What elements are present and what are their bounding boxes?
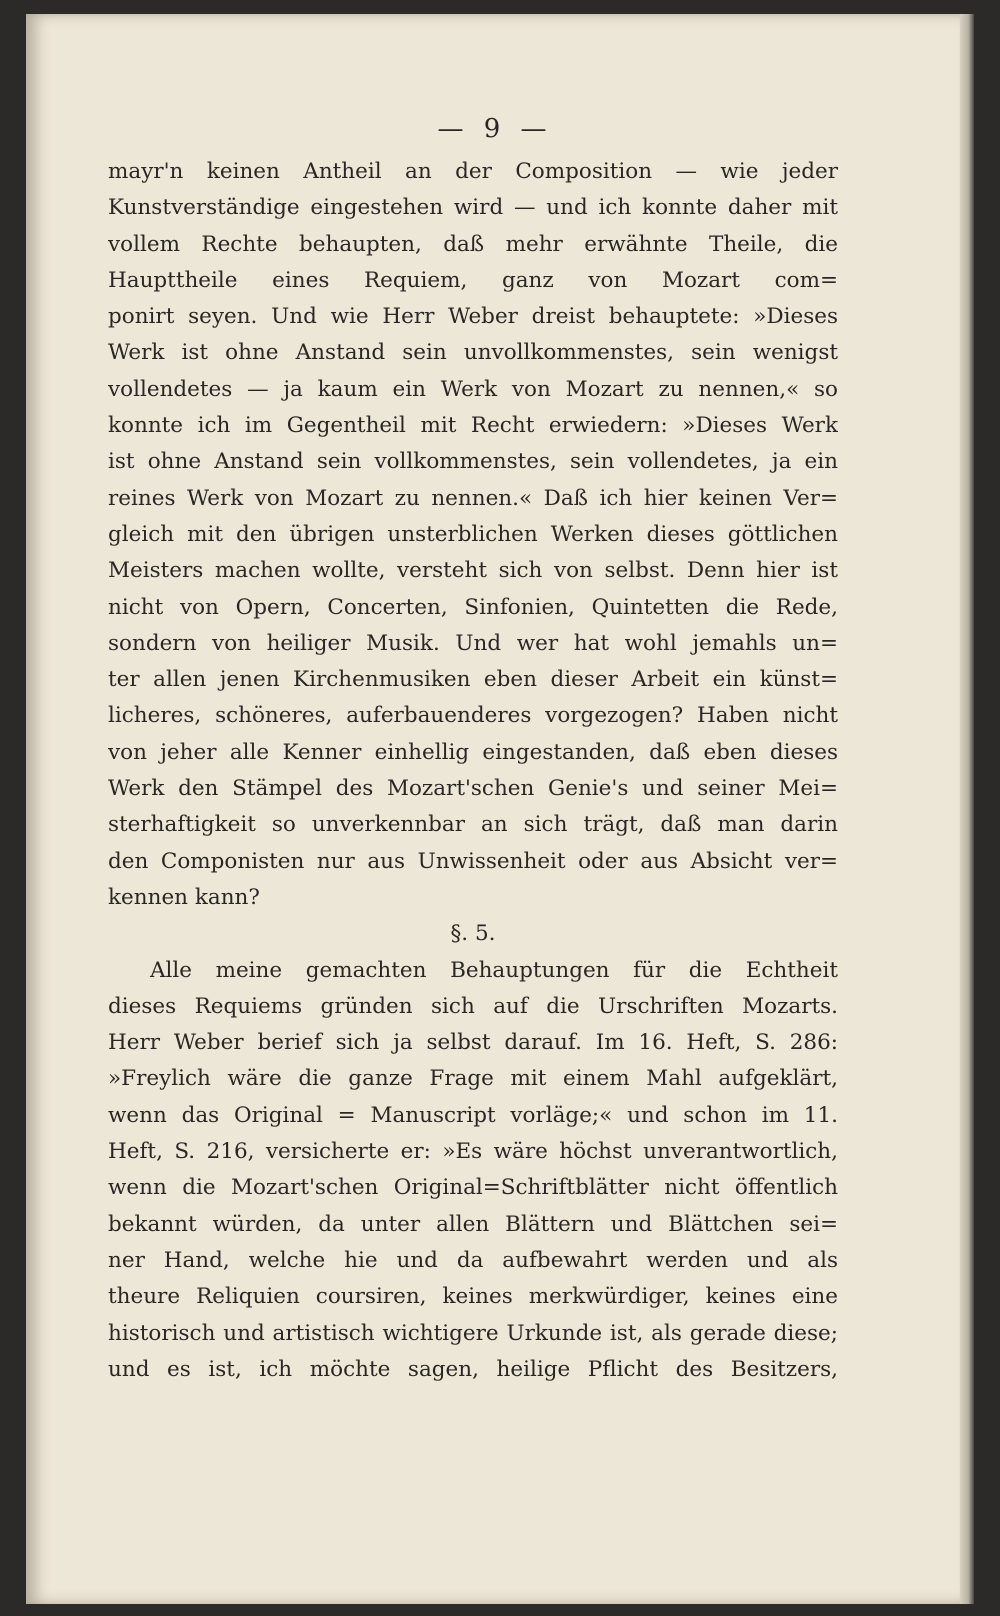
text-line: und es ist, ich möchte sagen, heilige Pflicht des Besitzers, bbox=[108, 1356, 838, 1382]
text-line: Kunstverständige eingestehen wird — und ich konnte daher mit bbox=[108, 195, 838, 221]
text-line: Alle meine gemachten Behauptungen für die Echtheit bbox=[150, 957, 838, 983]
text-line: theure Reliquien coursiren, keines merkwürdiger, keines eine bbox=[108, 1284, 838, 1310]
text-line: den Componisten nur aus Unwissenheit oder aus Absicht ver= bbox=[108, 848, 838, 874]
text-line: sondern von heiliger Musik. Und wer hat wohl jemahls un= bbox=[108, 630, 838, 656]
text-line: Haupttheile eines Requiem, ganz von Mozart com= bbox=[108, 267, 838, 293]
text-line: dieses Requiems gründen sich auf die Urschriften Mozarts. bbox=[108, 993, 838, 1019]
text-line: historisch und artistisch wichtigere Urkunde ist, als gerade diese; bbox=[108, 1320, 838, 1346]
page-edge bbox=[960, 14, 974, 1604]
text-line: vollendetes — ja kaum ein Werk von Mozart zu nennen,« so bbox=[108, 376, 838, 402]
text-line: reines Werk von Mozart zu nennen.« Daß ich hier keinen Ver= bbox=[108, 485, 838, 511]
text-line: Herr Weber berief sich ja selbst darauf. Im 16. Heft, S. 286: bbox=[108, 1030, 838, 1056]
text-line: von jeher alle Kenner einhellig eingestanden, daß eben dieses bbox=[108, 739, 838, 765]
page-body-text bbox=[108, 154, 838, 1388]
text-line: sterhaftigkeit so unverkennbar an sich trägt, daß man darin bbox=[108, 812, 838, 838]
text-line: nicht von Opern, Concerten, Sinfonien, Quintetten die Rede, bbox=[108, 594, 838, 620]
text-line: Werk ist ohne Anstand sein unvollkommenstes, sein wenigst bbox=[108, 340, 838, 366]
text-line: kennen kann? bbox=[108, 884, 260, 910]
text-line: mayr'n keinen Antheil an der Composition — wie jeder bbox=[108, 159, 838, 184]
text-line: vollem Rechte behaupten, daß mehr erwähnte Theile, die bbox=[108, 231, 838, 257]
text-line: ner Hand, welche hie und da aufbewahrt werden und als bbox=[108, 1247, 838, 1273]
text-line: wenn die Mozart'schen Original=Schriftblätter nicht öffentlich bbox=[108, 1175, 838, 1201]
section-heading: §. 5. bbox=[450, 921, 496, 947]
text-line: bekannt würden, da unter allen Blättern und Blättchen sei= bbox=[108, 1211, 838, 1237]
text-line: Meisters machen wollte, versteht sich von selbst. Denn hier ist bbox=[108, 558, 838, 584]
text-line: gleich mit den übrigen unsterblichen Werken dieses göttlichen bbox=[108, 521, 838, 547]
text-line: ter allen jenen Kirchenmusiken eben dieser Arbeit ein künst= bbox=[108, 667, 838, 693]
book-page bbox=[26, 14, 964, 1604]
text-line: wenn das Original = Manuscript vorläge;« und schon im 11. bbox=[108, 1102, 838, 1128]
text-line: »Freylich wäre die ganze Frage mit einem Mahl aufgeklärt, bbox=[108, 1066, 838, 1092]
text-line: ponirt seyen. Und wie Herr Weber dreist behauptete: »Dieses bbox=[108, 304, 838, 330]
text-line: Heft, S. 216, versicherte er: »Es wäre höchst unverantwortlich, bbox=[108, 1139, 838, 1165]
text-line: ist ohne Anstand sein vollkommenstes, sein vollendetes, ja ein bbox=[108, 449, 838, 475]
text-line: Werk den Stämpel des Mozart'schen Genie's und seiner Mei= bbox=[108, 776, 838, 802]
text-line: konnte ich im Gegentheil mit Recht erwiedern: »Dieses Werk bbox=[108, 413, 838, 439]
page-number: — 9 — bbox=[437, 114, 553, 144]
text-line: licheres, schöneres, auferbauenderes vorgezogen? Haben nicht bbox=[108, 703, 838, 729]
